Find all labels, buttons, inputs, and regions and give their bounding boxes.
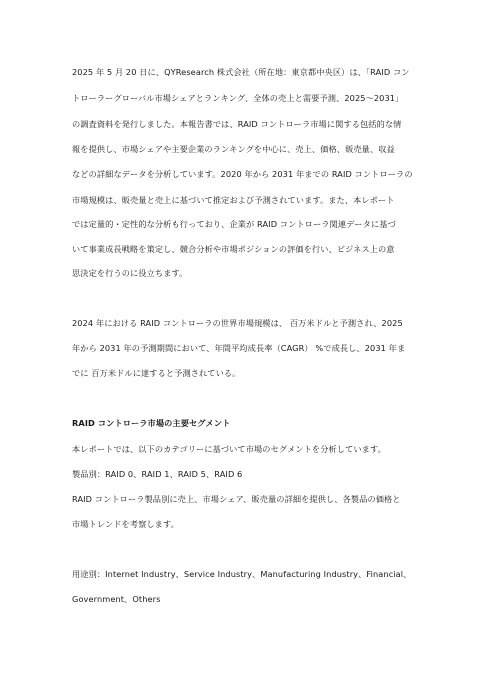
product-description-line: 市場トレンドを考察します。	[72, 519, 179, 529]
paragraph-1-line: いて事業成長戦略を策定し、競合分析や市場ポジションの評価を行い、ビジネス上の意	[72, 244, 395, 254]
paragraph-1-line: などの詳細なデータを分析しています。2020 年から 2031 年までの RAID コントローラの	[72, 169, 413, 179]
paragraph-1-line: 報を提供し、市場シェアや主要企業のランキングを中心に、売上、価格、販売量、収益	[72, 144, 395, 154]
paragraph-1-line: 2025 年 5 月 20 日に、QYResearch 株式会社（所在地：東京都中央区）は、「RAID コン	[72, 67, 410, 77]
product-category-line: 製品別：RAID 0、RAID 1、RAID 5、RAID 6	[72, 469, 243, 479]
paragraph-1-line: 思決定を行うのに役立ちます。	[72, 268, 188, 278]
paragraph-2-line: でに 百万米ドルに達すると予測されている。	[72, 368, 241, 378]
paragraph-1-line: では定量的・定性的な分析も行っており、企業が RAID コントローラ関連データに基づ	[72, 219, 396, 229]
segment-intro: 本レポートでは、以下のカテゴリーに基づいて市場のセグメントを分析しています。	[72, 444, 386, 454]
paragraph-1-line: の調査資料を発行しました。本報告書では、RAID コントローラ市場に関する包括的な情	[72, 119, 402, 129]
paragraph-2-line: 2024 年における RAID コントローラの世界市場規模は、 百万米ドルと予測され、2025	[72, 318, 403, 328]
application-category-line: 用途別：Internet Industry、Service Industry、Manufacturing Industry、Financial、	[72, 569, 412, 579]
paragraph-1-line: 市場規模は、販売量と売上に基づいて推定および予測されています。また、本レポート	[72, 195, 395, 205]
product-description-line: RAID コントローラ製品別に売上、市場シェア、販売量の詳細を提供し、各製品の価格と	[72, 494, 401, 504]
paragraph-1-line: トローラーグローバル市場シェアとランキング、全体の売上と需要予測、2025～2031」	[72, 93, 404, 103]
section-heading: RAID コントローラ市場の主要セグメント	[72, 418, 231, 428]
paragraph-2-line: 年から 2031 年の予測期間において、年間平均成長率（CAGR） %で成長し、2031 年ま	[72, 343, 406, 353]
application-category-line: Government、Others	[72, 594, 161, 604]
